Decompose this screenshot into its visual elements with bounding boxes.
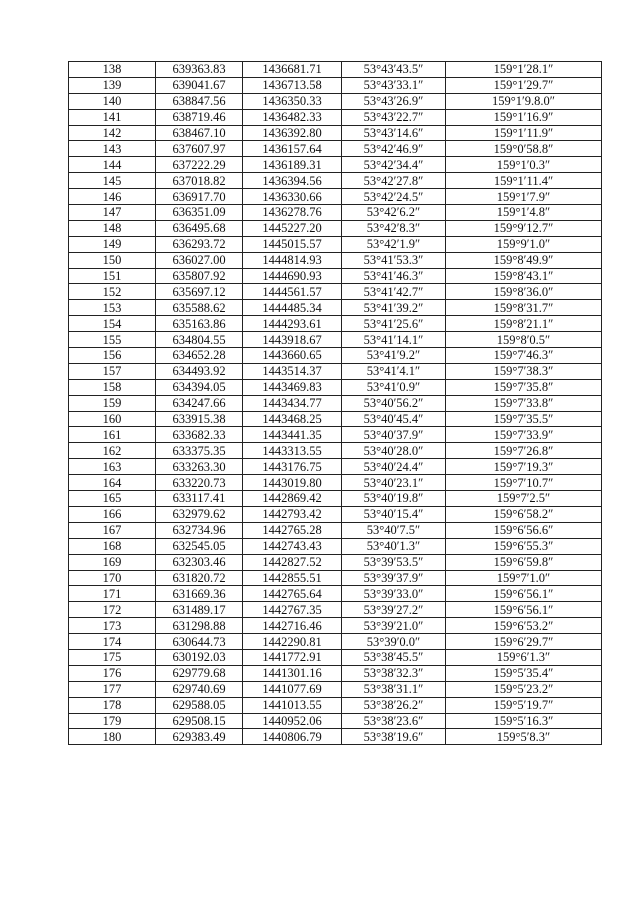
latitude-cell: 53°43′33.1″: [342, 77, 446, 93]
latitude-cell: 53°40′45.4″: [342, 411, 446, 427]
point-number-cell: 138: [69, 62, 156, 78]
longitude-cell: 159°1′11.4″: [446, 173, 602, 189]
longitude-cell: 159°8′43.1″: [446, 268, 602, 284]
y-coordinate-cell: 1436189.31: [243, 157, 342, 173]
latitude-cell: 53°38′26.2″: [342, 697, 446, 713]
table-row: [69, 220, 602, 236]
table-row: [69, 586, 602, 602]
latitude-cell: 53°42′34.4″: [342, 157, 446, 173]
x-coordinate-cell: 634652.28: [156, 348, 243, 364]
point-number-cell: 167: [69, 522, 156, 538]
x-coordinate-cell: 637607.97: [156, 141, 243, 157]
table-row: [69, 125, 602, 141]
longitude-cell: 159°6′29.7″: [446, 634, 602, 650]
x-coordinate-cell: 637018.82: [156, 173, 243, 189]
point-number-cell: 142: [69, 125, 156, 141]
longitude-cell: 159°7′10.7″: [446, 475, 602, 491]
point-number-cell: 168: [69, 538, 156, 554]
latitude-cell: 53°41′53.3″: [342, 252, 446, 268]
y-coordinate-cell: 1444485.34: [243, 300, 342, 316]
latitude-cell: 53°40′28.0″: [342, 443, 446, 459]
longitude-cell: 159°6′58.2″: [446, 506, 602, 522]
x-coordinate-cell: 633117.41: [156, 491, 243, 507]
x-coordinate-cell: 636027.00: [156, 252, 243, 268]
point-number-cell: 159: [69, 395, 156, 411]
y-coordinate-cell: 1436330.66: [243, 189, 342, 205]
point-number-cell: 176: [69, 665, 156, 681]
latitude-cell: 53°38′19.6″: [342, 729, 446, 745]
table-row: [69, 109, 602, 125]
point-number-cell: 157: [69, 363, 156, 379]
table-row: [69, 522, 602, 538]
x-coordinate-cell: 631489.17: [156, 602, 243, 618]
point-number-cell: 174: [69, 634, 156, 650]
y-coordinate-cell: 1443176.75: [243, 459, 342, 475]
latitude-cell: 53°42′8.3″: [342, 220, 446, 236]
longitude-cell: 159°1′4.8″: [446, 205, 602, 221]
point-number-cell: 140: [69, 93, 156, 109]
longitude-cell: 159°6′1.3″: [446, 649, 602, 665]
table-row: [69, 189, 602, 205]
table-row: [69, 506, 602, 522]
table-row: [69, 634, 602, 650]
x-coordinate-cell: 634493.92: [156, 363, 243, 379]
latitude-cell: 53°38′32.3″: [342, 665, 446, 681]
latitude-cell: 53°39′33.0″: [342, 586, 446, 602]
table-row: [69, 427, 602, 443]
x-coordinate-cell: 635588.62: [156, 300, 243, 316]
longitude-cell: 159°1′28.1″: [446, 62, 602, 78]
table-row: [69, 665, 602, 681]
y-coordinate-cell: 1444293.61: [243, 316, 342, 332]
x-coordinate-cell: 634394.05: [156, 379, 243, 395]
x-coordinate-cell: 638847.56: [156, 93, 243, 109]
longitude-cell: 159°1′7.9″: [446, 189, 602, 205]
x-coordinate-cell: 636917.70: [156, 189, 243, 205]
point-number-cell: 162: [69, 443, 156, 459]
point-number-cell: 139: [69, 77, 156, 93]
y-coordinate-cell: 1445015.57: [243, 236, 342, 252]
table-row: [69, 316, 602, 332]
y-coordinate-cell: 1444690.93: [243, 268, 342, 284]
latitude-cell: 53°42′6.2″: [342, 205, 446, 221]
x-coordinate-cell: 629779.68: [156, 665, 243, 681]
table-row: [69, 332, 602, 348]
latitude-cell: 53°40′7.5″: [342, 522, 446, 538]
table-row: [69, 300, 602, 316]
longitude-cell: 159°7′38.3″: [446, 363, 602, 379]
x-coordinate-cell: 637222.29: [156, 157, 243, 173]
longitude-cell: 159°9′12.7″: [446, 220, 602, 236]
point-number-cell: 171: [69, 586, 156, 602]
x-coordinate-cell: 632545.05: [156, 538, 243, 554]
y-coordinate-cell: 1443918.67: [243, 332, 342, 348]
longitude-cell: 159°1′0.3″: [446, 157, 602, 173]
longitude-cell: 159°1′16.9″: [446, 109, 602, 125]
latitude-cell: 53°41′25.6″: [342, 316, 446, 332]
y-coordinate-cell: 1436394.56: [243, 173, 342, 189]
y-coordinate-cell: 1442743.43: [243, 538, 342, 554]
longitude-cell: 159°7′33.9″: [446, 427, 602, 443]
latitude-cell: 53°39′27.2″: [342, 602, 446, 618]
y-coordinate-cell: 1443514.37: [243, 363, 342, 379]
x-coordinate-cell: 629588.05: [156, 697, 243, 713]
x-coordinate-cell: 638467.10: [156, 125, 243, 141]
point-number-cell: 177: [69, 681, 156, 697]
y-coordinate-cell: 1440952.06: [243, 713, 342, 729]
latitude-cell: 53°40′23.1″: [342, 475, 446, 491]
latitude-cell: 53°38′23.6″: [342, 713, 446, 729]
table-row: [69, 93, 602, 109]
table-row: [69, 554, 602, 570]
longitude-cell: 159°8′0.5″: [446, 332, 602, 348]
longitude-cell: 159°5′19.7″: [446, 697, 602, 713]
x-coordinate-cell: 632979.62: [156, 506, 243, 522]
longitude-cell: 159°8′49.9″: [446, 252, 602, 268]
y-coordinate-cell: 1436157.64: [243, 141, 342, 157]
longitude-cell: 159°8′21.1″: [446, 316, 602, 332]
y-coordinate-cell: 1443441.35: [243, 427, 342, 443]
y-coordinate-cell: 1442765.28: [243, 522, 342, 538]
point-number-cell: 172: [69, 602, 156, 618]
y-coordinate-cell: 1442290.81: [243, 634, 342, 650]
longitude-cell: 159°0′58.8″: [446, 141, 602, 157]
latitude-cell: 53°41′46.3″: [342, 268, 446, 284]
x-coordinate-cell: 631669.36: [156, 586, 243, 602]
y-coordinate-cell: 1442793.42: [243, 506, 342, 522]
x-coordinate-cell: 632734.96: [156, 522, 243, 538]
longitude-cell: 159°7′2.5″: [446, 491, 602, 507]
y-coordinate-cell: 1442827.52: [243, 554, 342, 570]
x-coordinate-cell: 632303.46: [156, 554, 243, 570]
latitude-cell: 53°42′24.5″: [342, 189, 446, 205]
x-coordinate-cell: 631820.72: [156, 570, 243, 586]
longitude-cell: 159°6′56.6″: [446, 522, 602, 538]
table-row: [69, 284, 602, 300]
point-number-cell: 155: [69, 332, 156, 348]
x-coordinate-cell: 639363.83: [156, 62, 243, 78]
latitude-cell: 53°40′56.2″: [342, 395, 446, 411]
x-coordinate-cell: 635163.86: [156, 316, 243, 332]
y-coordinate-cell: 1442855.51: [243, 570, 342, 586]
latitude-cell: 53°39′0.0″: [342, 634, 446, 650]
point-number-cell: 170: [69, 570, 156, 586]
y-coordinate-cell: 1436392.80: [243, 125, 342, 141]
point-number-cell: 166: [69, 506, 156, 522]
latitude-cell: 53°39′37.9″: [342, 570, 446, 586]
table-row: [69, 236, 602, 252]
table-row: [69, 205, 602, 221]
x-coordinate-cell: 633915.38: [156, 411, 243, 427]
longitude-cell: 159°1′9.8.0″: [446, 93, 602, 109]
y-coordinate-cell: 1436713.58: [243, 77, 342, 93]
latitude-cell: 53°40′24.4″: [342, 459, 446, 475]
x-coordinate-cell: 635807.92: [156, 268, 243, 284]
x-coordinate-cell: 635697.12: [156, 284, 243, 300]
longitude-cell: 159°6′56.1″: [446, 586, 602, 602]
y-coordinate-cell: 1441013.55: [243, 697, 342, 713]
point-number-cell: 144: [69, 157, 156, 173]
latitude-cell: 53°43′22.7″: [342, 109, 446, 125]
latitude-cell: 53°38′31.1″: [342, 681, 446, 697]
point-number-cell: 150: [69, 252, 156, 268]
table-row: [69, 443, 602, 459]
y-coordinate-cell: 1443469.83: [243, 379, 342, 395]
point-number-cell: 163: [69, 459, 156, 475]
latitude-cell: 53°42′1.9″: [342, 236, 446, 252]
x-coordinate-cell: 634804.55: [156, 332, 243, 348]
point-number-cell: 156: [69, 348, 156, 364]
longitude-cell: 159°5′8.3″: [446, 729, 602, 745]
point-number-cell: 178: [69, 697, 156, 713]
point-number-cell: 143: [69, 141, 156, 157]
x-coordinate-cell: 639041.67: [156, 77, 243, 93]
y-coordinate-cell: 1436681.71: [243, 62, 342, 78]
y-coordinate-cell: 1444814.93: [243, 252, 342, 268]
latitude-cell: 53°43′43.5″: [342, 62, 446, 78]
table-row: [69, 618, 602, 634]
latitude-cell: 53°41′9.2″: [342, 348, 446, 364]
longitude-cell: 159°7′1.0″: [446, 570, 602, 586]
latitude-cell: 53°40′19.8″: [342, 491, 446, 507]
point-number-cell: 161: [69, 427, 156, 443]
point-number-cell: 145: [69, 173, 156, 189]
point-number-cell: 152: [69, 284, 156, 300]
table-row: [69, 363, 602, 379]
table-row: [69, 268, 602, 284]
latitude-cell: 53°40′15.4″: [342, 506, 446, 522]
table-row: [69, 459, 602, 475]
x-coordinate-cell: 631298.88: [156, 618, 243, 634]
latitude-cell: 53°41′0.9″: [342, 379, 446, 395]
y-coordinate-cell: 1441077.69: [243, 681, 342, 697]
x-coordinate-cell: 636293.72: [156, 236, 243, 252]
longitude-cell: 159°5′35.4″: [446, 665, 602, 681]
point-number-cell: 169: [69, 554, 156, 570]
table-row: [69, 602, 602, 618]
point-number-cell: 154: [69, 316, 156, 332]
longitude-cell: 159°7′35.5″: [446, 411, 602, 427]
point-number-cell: 146: [69, 189, 156, 205]
latitude-cell: 53°43′14.6″: [342, 125, 446, 141]
y-coordinate-cell: 1440806.79: [243, 729, 342, 745]
longitude-cell: 159°7′46.3″: [446, 348, 602, 364]
x-coordinate-cell: 636351.09: [156, 205, 243, 221]
point-number-cell: 180: [69, 729, 156, 745]
coordinates-table-body: [69, 62, 602, 745]
table-row: [69, 379, 602, 395]
x-coordinate-cell: 634247.66: [156, 395, 243, 411]
coordinates-table: [68, 61, 602, 745]
latitude-cell: 53°40′37.9″: [342, 427, 446, 443]
x-coordinate-cell: 636495.68: [156, 220, 243, 236]
y-coordinate-cell: 1442869.42: [243, 491, 342, 507]
y-coordinate-cell: 1443019.80: [243, 475, 342, 491]
longitude-cell: 159°7′19.3″: [446, 459, 602, 475]
latitude-cell: 53°41′14.1″: [342, 332, 446, 348]
x-coordinate-cell: 629508.15: [156, 713, 243, 729]
table-row: [69, 252, 602, 268]
y-coordinate-cell: 1442765.64: [243, 586, 342, 602]
longitude-cell: 159°6′59.8″: [446, 554, 602, 570]
table-row: [69, 411, 602, 427]
y-coordinate-cell: 1442767.35: [243, 602, 342, 618]
point-number-cell: 147: [69, 205, 156, 221]
table-row: [69, 491, 602, 507]
table-row: [69, 681, 602, 697]
table-row: [69, 62, 602, 78]
table-row: [69, 157, 602, 173]
longitude-cell: 159°1′11.9″: [446, 125, 602, 141]
y-coordinate-cell: 1443434.77: [243, 395, 342, 411]
latitude-cell: 53°38′45.5″: [342, 649, 446, 665]
y-coordinate-cell: 1436482.33: [243, 109, 342, 125]
latitude-cell: 53°39′53.5″: [342, 554, 446, 570]
y-coordinate-cell: 1441772.91: [243, 649, 342, 665]
longitude-cell: 159°6′53.2″: [446, 618, 602, 634]
longitude-cell: 159°8′31.7″: [446, 300, 602, 316]
point-number-cell: 179: [69, 713, 156, 729]
longitude-cell: 159°9′1.0″: [446, 236, 602, 252]
point-number-cell: 165: [69, 491, 156, 507]
table-row: [69, 77, 602, 93]
latitude-cell: 53°41′42.7″: [342, 284, 446, 300]
y-coordinate-cell: 1443660.65: [243, 348, 342, 364]
x-coordinate-cell: 633682.33: [156, 427, 243, 443]
x-coordinate-cell: 633263.30: [156, 459, 243, 475]
point-number-cell: 141: [69, 109, 156, 125]
y-coordinate-cell: 1445227.20: [243, 220, 342, 236]
longitude-cell: 159°1′29.7″: [446, 77, 602, 93]
point-number-cell: 158: [69, 379, 156, 395]
point-number-cell: 175: [69, 649, 156, 665]
point-number-cell: 153: [69, 300, 156, 316]
y-coordinate-cell: 1436350.33: [243, 93, 342, 109]
point-number-cell: 149: [69, 236, 156, 252]
table-row: [69, 570, 602, 586]
longitude-cell: 159°7′35.8″: [446, 379, 602, 395]
table-row: [69, 475, 602, 491]
longitude-cell: 159°6′56.1″: [446, 602, 602, 618]
point-number-cell: 151: [69, 268, 156, 284]
latitude-cell: 53°42′27.8″: [342, 173, 446, 189]
longitude-cell: 159°7′26.8″: [446, 443, 602, 459]
x-coordinate-cell: 629740.69: [156, 681, 243, 697]
longitude-cell: 159°8′36.0″: [446, 284, 602, 300]
point-number-cell: 164: [69, 475, 156, 491]
latitude-cell: 53°43′26.9″: [342, 93, 446, 109]
y-coordinate-cell: 1444561.57: [243, 284, 342, 300]
table-row: [69, 713, 602, 729]
table-row: [69, 538, 602, 554]
longitude-cell: 159°6′55.3″: [446, 538, 602, 554]
table-row: [69, 141, 602, 157]
longitude-cell: 159°5′23.2″: [446, 681, 602, 697]
table-row: [69, 729, 602, 745]
y-coordinate-cell: 1436278.76: [243, 205, 342, 221]
y-coordinate-cell: 1443313.55: [243, 443, 342, 459]
latitude-cell: 53°40′1.3″: [342, 538, 446, 554]
x-coordinate-cell: 638719.46: [156, 109, 243, 125]
x-coordinate-cell: 630192.03: [156, 649, 243, 665]
point-number-cell: 148: [69, 220, 156, 236]
latitude-cell: 53°41′39.2″: [342, 300, 446, 316]
x-coordinate-cell: 633375.35: [156, 443, 243, 459]
latitude-cell: 53°39′21.0″: [342, 618, 446, 634]
y-coordinate-cell: 1442716.46: [243, 618, 342, 634]
latitude-cell: 53°42′46.9″: [342, 141, 446, 157]
table-row: [69, 348, 602, 364]
table-row: [69, 395, 602, 411]
y-coordinate-cell: 1443468.25: [243, 411, 342, 427]
y-coordinate-cell: 1441301.16: [243, 665, 342, 681]
latitude-cell: 53°41′4.1″: [342, 363, 446, 379]
longitude-cell: 159°5′16.3″: [446, 713, 602, 729]
table-row: [69, 173, 602, 189]
x-coordinate-cell: 633220.73: [156, 475, 243, 491]
x-coordinate-cell: 630644.73: [156, 634, 243, 650]
longitude-cell: 159°7′33.8″: [446, 395, 602, 411]
table-row: [69, 697, 602, 713]
table-row: [69, 649, 602, 665]
point-number-cell: 173: [69, 618, 156, 634]
point-number-cell: 160: [69, 411, 156, 427]
x-coordinate-cell: 629383.49: [156, 729, 243, 745]
